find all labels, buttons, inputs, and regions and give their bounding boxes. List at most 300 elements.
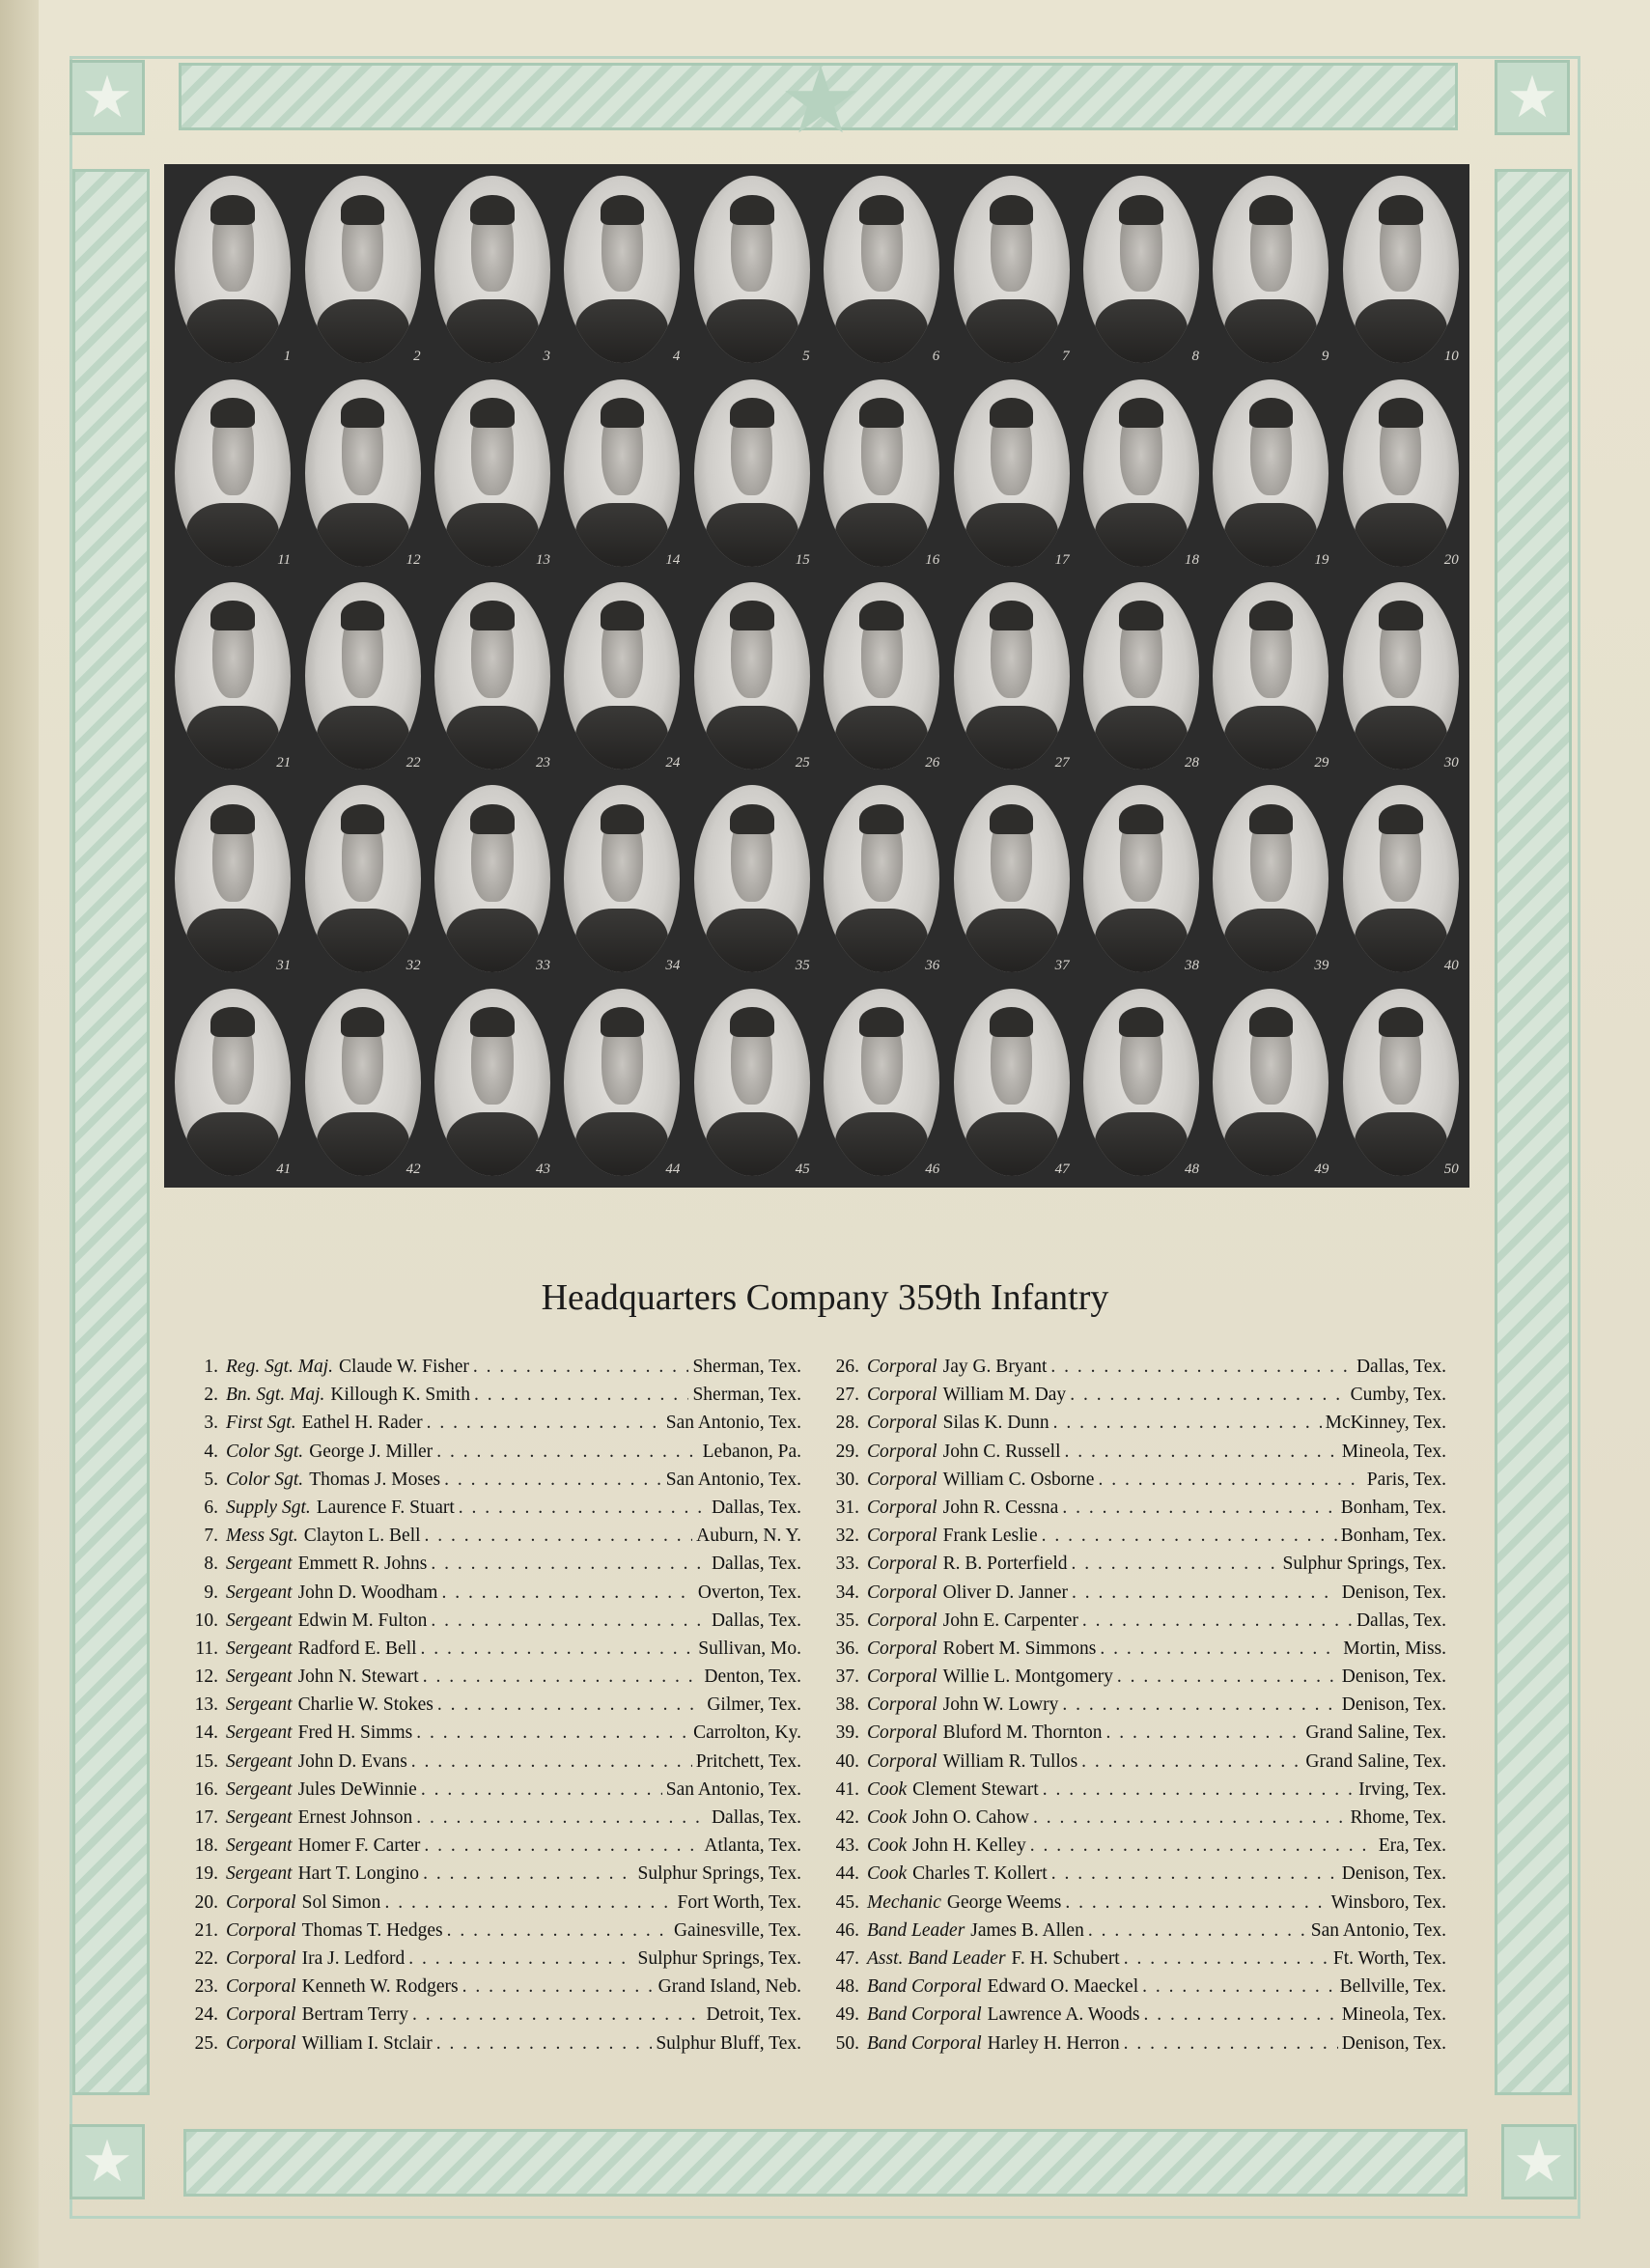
entry-rank: Corporal bbox=[226, 1976, 296, 1998]
portrait-photo bbox=[1078, 576, 1204, 775]
roster-entry bbox=[189, 1948, 801, 1976]
leader-dots bbox=[1065, 1892, 1327, 1914]
entry-place: Dallas, Tex. bbox=[711, 1807, 801, 1828]
leader-dots bbox=[423, 1863, 633, 1885]
entry-number: 26. bbox=[835, 1357, 859, 1377]
portrait-number: 23 bbox=[535, 755, 550, 771]
uniform-shape bbox=[706, 909, 798, 972]
roster-column-left bbox=[189, 1357, 801, 2061]
roster-entry bbox=[830, 1526, 1446, 1554]
hair-shape bbox=[1119, 804, 1163, 834]
hair-shape bbox=[341, 195, 385, 225]
uniform-shape bbox=[965, 299, 1058, 363]
roster-entry bbox=[830, 1807, 1446, 1835]
roster-entry bbox=[830, 1976, 1446, 2004]
entry-place: Sulphur Springs, Tex. bbox=[1282, 1554, 1446, 1575]
entry-rank: Sergeant bbox=[226, 1750, 293, 1772]
uniform-shape bbox=[965, 706, 1058, 770]
portrait-photo bbox=[1338, 576, 1464, 775]
leader-dots bbox=[1033, 1807, 1346, 1829]
uniform-shape bbox=[1095, 909, 1188, 972]
entry-place: Sullivan, Mo. bbox=[698, 1638, 801, 1659]
entry-rank: Corporal bbox=[867, 1694, 937, 1716]
uniform-shape bbox=[575, 706, 668, 770]
entry-name: Robert M. Simmons bbox=[942, 1638, 1097, 1659]
leader-dots bbox=[1053, 1413, 1322, 1434]
portrait-photo bbox=[948, 576, 1074, 775]
entry-name: Clayton L. Bell bbox=[303, 1526, 421, 1547]
portrait-oval bbox=[1343, 989, 1459, 1176]
portrait-number: 34 bbox=[665, 958, 681, 974]
entry-number: 37. bbox=[835, 1666, 859, 1688]
hair-shape bbox=[341, 804, 385, 834]
entry-rank: First Sgt. bbox=[226, 1413, 296, 1434]
roster-entry bbox=[830, 2004, 1446, 2032]
portrait-oval bbox=[824, 582, 939, 770]
uniform-shape bbox=[446, 706, 539, 770]
portrait-oval bbox=[1213, 379, 1328, 567]
uniform-shape bbox=[1224, 1112, 1317, 1176]
entry-name: Charlie W. Stokes bbox=[297, 1694, 433, 1716]
hair-shape bbox=[601, 398, 645, 428]
portrait-photo bbox=[689, 779, 815, 978]
hair-shape bbox=[730, 1007, 774, 1037]
uniform-shape bbox=[186, 1112, 279, 1176]
leader-dots bbox=[1043, 1779, 1355, 1801]
portrait-number: 27 bbox=[1054, 755, 1070, 771]
entry-name: Killough K. Smith bbox=[330, 1385, 471, 1406]
portrait-oval bbox=[175, 176, 291, 363]
roster-entry bbox=[189, 1666, 801, 1694]
roster-entry bbox=[189, 1385, 801, 1413]
entry-place: Paris, Tex. bbox=[1366, 1469, 1446, 1490]
uniform-shape bbox=[706, 1112, 798, 1176]
hair-shape bbox=[1379, 601, 1423, 630]
entry-place: Ft. Worth, Tex. bbox=[1332, 1947, 1446, 1969]
leader-dots bbox=[1117, 1666, 1338, 1688]
entry-number: 24. bbox=[194, 2004, 218, 2026]
portrait-number: 37 bbox=[1054, 958, 1070, 974]
portrait-photo bbox=[689, 983, 815, 1182]
uniform-shape bbox=[575, 1112, 668, 1176]
portrait-number: 8 bbox=[1191, 349, 1199, 365]
leader-dots bbox=[421, 1638, 695, 1660]
hair-shape bbox=[210, 804, 255, 834]
entry-name: John D. Woodham bbox=[297, 1582, 438, 1603]
uniform-shape bbox=[446, 299, 539, 363]
entry-place: San Antonio, Tex. bbox=[665, 1413, 801, 1434]
portrait-oval bbox=[175, 785, 291, 972]
portrait-photo bbox=[559, 779, 685, 978]
portrait-photo bbox=[1208, 576, 1333, 775]
portrait-oval bbox=[694, 176, 810, 363]
entry-number: 20. bbox=[194, 1891, 218, 1913]
entry-name: Harley H. Herron bbox=[987, 2032, 1120, 2054]
entry-rank: Cook bbox=[867, 1778, 908, 1800]
leader-dots bbox=[412, 2004, 703, 2026]
entry-rank: Corporal bbox=[867, 1554, 937, 1575]
portrait-oval bbox=[694, 785, 810, 972]
leader-dots bbox=[1088, 1920, 1307, 1942]
leader-dots bbox=[427, 1413, 662, 1434]
page-title: Headquarters Company 359th Infantry bbox=[541, 1277, 1109, 1318]
entry-place: Denton, Tex. bbox=[704, 1666, 801, 1688]
leader-dots bbox=[436, 2033, 653, 2055]
portrait-photo bbox=[1078, 170, 1204, 369]
portrait-number: 45 bbox=[795, 1161, 810, 1177]
roster-entry bbox=[830, 1442, 1446, 1470]
entry-name: Thomas J. Moses bbox=[309, 1469, 441, 1490]
hair-shape bbox=[210, 195, 255, 225]
uniform-shape bbox=[186, 503, 279, 567]
roster-entry bbox=[189, 1357, 801, 1385]
entry-place: Mineola, Tex. bbox=[1341, 1441, 1446, 1462]
uniform-shape bbox=[575, 909, 668, 972]
uniform-shape bbox=[1355, 1112, 1447, 1176]
portrait-photo bbox=[1338, 983, 1464, 1182]
roster-entry bbox=[830, 2033, 1446, 2061]
entry-number: 11. bbox=[195, 1638, 218, 1659]
entry-rank: Sergeant bbox=[226, 1554, 293, 1575]
entry-name: Frank Leslie bbox=[942, 1526, 1038, 1547]
portrait-oval bbox=[1213, 582, 1328, 770]
entry-number: 7. bbox=[204, 1526, 218, 1547]
portrait-photo bbox=[299, 373, 425, 572]
entry-name: John H. Kelley bbox=[912, 1835, 1026, 1857]
portrait-oval bbox=[305, 379, 421, 567]
entry-rank: Sergeant bbox=[226, 1835, 293, 1857]
uniform-shape bbox=[317, 299, 409, 363]
entry-place: San Antonio, Tex. bbox=[1310, 1919, 1446, 1941]
portrait-photo bbox=[299, 983, 425, 1182]
portrait-number: 11 bbox=[277, 551, 292, 568]
portrait-oval bbox=[954, 989, 1070, 1176]
entry-name: Hart T. Longino bbox=[297, 1863, 420, 1885]
hair-shape bbox=[990, 398, 1034, 428]
uniform-shape bbox=[186, 706, 279, 770]
entry-number: 34. bbox=[835, 1582, 859, 1603]
portrait-number: 32 bbox=[406, 958, 421, 974]
portrait-oval bbox=[824, 176, 939, 363]
leader-dots bbox=[1072, 1582, 1338, 1604]
roster-entry bbox=[830, 1948, 1446, 1976]
roster-entry bbox=[189, 1892, 801, 1920]
entry-place: Bonham, Tex. bbox=[1340, 1526, 1446, 1547]
entry-place: Irving, Tex. bbox=[1358, 1778, 1446, 1800]
roster-entry bbox=[830, 1610, 1446, 1638]
entry-place: Bonham, Tex. bbox=[1340, 1497, 1446, 1518]
leader-dots bbox=[1030, 1835, 1375, 1857]
hair-shape bbox=[859, 804, 904, 834]
entry-number: 13. bbox=[194, 1694, 218, 1716]
entry-name: Oliver D. Janner bbox=[942, 1582, 1069, 1603]
uniform-shape bbox=[1224, 706, 1317, 770]
roster-entry bbox=[830, 1751, 1446, 1779]
entry-rank: Corporal bbox=[867, 1385, 937, 1406]
portrait-number: 29 bbox=[1314, 755, 1329, 771]
hair-shape bbox=[859, 398, 904, 428]
hair-shape bbox=[210, 1007, 255, 1037]
uniform-shape bbox=[965, 503, 1058, 567]
portrait-photo bbox=[1208, 373, 1333, 572]
entry-number: 25. bbox=[194, 2032, 218, 2054]
roster-entry bbox=[830, 1694, 1446, 1722]
roster-entry bbox=[830, 1498, 1446, 1526]
uniform-shape bbox=[317, 706, 409, 770]
entry-name: George Weems bbox=[946, 1891, 1062, 1913]
bottom-ornament-band bbox=[183, 2129, 1468, 2197]
roster-entry bbox=[189, 2004, 801, 2032]
portrait-oval bbox=[564, 785, 680, 972]
entry-place: Dallas, Tex. bbox=[711, 1610, 801, 1631]
entry-number: 41. bbox=[835, 1778, 859, 1800]
entry-rank: Cook bbox=[867, 1807, 908, 1828]
portrait-oval bbox=[434, 582, 550, 770]
entry-name: Kenneth W. Rodgers bbox=[301, 1976, 459, 1998]
entry-rank: Sergeant bbox=[226, 1666, 293, 1688]
entry-number: 28. bbox=[835, 1413, 859, 1434]
hair-shape bbox=[990, 601, 1034, 630]
portrait-number: 44 bbox=[665, 1161, 681, 1177]
entry-name: Ira J. Ledford bbox=[301, 1947, 406, 1969]
hair-shape bbox=[341, 601, 385, 630]
uniform-shape bbox=[965, 1112, 1058, 1176]
roster-entry bbox=[189, 1722, 801, 1750]
uniform-shape bbox=[186, 299, 279, 363]
portrait-photo bbox=[819, 779, 944, 978]
entry-number: 8. bbox=[204, 1554, 218, 1575]
roster-entry bbox=[189, 1526, 801, 1554]
entry-place: Atlanta, Tex. bbox=[704, 1835, 801, 1857]
roster-entry bbox=[830, 1582, 1446, 1610]
entry-rank: Corporal bbox=[867, 1582, 937, 1603]
entry-place: Bellville, Tex. bbox=[1339, 1976, 1446, 1998]
hair-shape bbox=[601, 804, 645, 834]
portrait-oval bbox=[434, 989, 550, 1176]
hair-shape bbox=[1249, 195, 1294, 225]
entry-number: 5. bbox=[204, 1469, 218, 1490]
portrait-number: 4 bbox=[672, 349, 681, 365]
portrait-oval bbox=[954, 176, 1070, 363]
entry-name: Emmett R. Johns bbox=[297, 1554, 428, 1575]
portrait-photo bbox=[948, 170, 1074, 369]
entry-name: Radford E. Bell bbox=[297, 1638, 417, 1659]
uniform-shape bbox=[1224, 909, 1317, 972]
right-ornament-band bbox=[1495, 169, 1572, 2095]
leader-dots bbox=[436, 1442, 698, 1463]
center-star-icon: ★ bbox=[778, 49, 863, 153]
portrait-oval bbox=[824, 785, 939, 972]
portrait-photo bbox=[170, 576, 295, 775]
entry-rank: Corporal bbox=[867, 1610, 937, 1631]
leader-dots bbox=[437, 1694, 703, 1716]
portrait-photo bbox=[689, 373, 815, 572]
uniform-shape bbox=[317, 909, 409, 972]
portrait-number: 46 bbox=[925, 1161, 940, 1177]
portrait-number: 35 bbox=[795, 958, 810, 974]
portrait-number: 40 bbox=[1443, 958, 1459, 974]
entry-rank: Band Leader bbox=[867, 1919, 965, 1941]
roster-entry bbox=[830, 1357, 1446, 1385]
hair-shape bbox=[1249, 601, 1294, 630]
entry-name: Fred H. Simms bbox=[297, 1722, 413, 1744]
leader-dots bbox=[1062, 1498, 1336, 1519]
portrait-number: 1 bbox=[283, 349, 292, 365]
portrait-oval bbox=[824, 379, 939, 567]
entry-rank: Band Corporal bbox=[867, 2032, 982, 2054]
portrait-photo bbox=[1078, 983, 1204, 1182]
hair-shape bbox=[990, 195, 1034, 225]
entry-number: 32. bbox=[835, 1526, 859, 1547]
portrait-number: 10 bbox=[1443, 349, 1459, 365]
hair-shape bbox=[1119, 398, 1163, 428]
portrait-number: 24 bbox=[665, 755, 681, 771]
portrait-photo bbox=[1208, 983, 1333, 1182]
portrait-oval bbox=[305, 785, 421, 972]
roster-entry bbox=[189, 1779, 801, 1807]
portrait-photo bbox=[430, 779, 555, 978]
hair-shape bbox=[341, 1007, 385, 1037]
portrait-photo bbox=[170, 170, 295, 369]
portrait-oval bbox=[434, 176, 550, 363]
hair-shape bbox=[601, 195, 645, 225]
entry-place: Grand Island, Neb. bbox=[657, 1976, 801, 1998]
hair-shape bbox=[859, 1007, 904, 1037]
hair-shape bbox=[470, 804, 515, 834]
entry-place: McKinney, Tex. bbox=[1325, 1413, 1446, 1434]
portrait-number: 33 bbox=[535, 958, 550, 974]
roster-entry bbox=[189, 1920, 801, 1948]
portrait-number: 3 bbox=[543, 349, 550, 365]
portrait-oval bbox=[1083, 379, 1199, 567]
entry-name: William C. Osborne bbox=[942, 1469, 1095, 1490]
hair-shape bbox=[1249, 398, 1294, 428]
entry-place: Grand Saline, Tex. bbox=[1305, 1750, 1446, 1772]
entry-place: Dallas, Tex. bbox=[711, 1497, 801, 1518]
entry-place: San Antonio, Tex. bbox=[665, 1778, 801, 1800]
left-ornament-band bbox=[72, 169, 150, 2095]
portrait-number: 38 bbox=[1184, 958, 1199, 974]
entry-name: Bluford M. Thornton bbox=[942, 1722, 1103, 1744]
portrait-oval bbox=[1343, 379, 1459, 567]
entry-rank: Band Corporal bbox=[867, 2004, 982, 2026]
entry-place: Sulphur Bluff, Tex. bbox=[656, 2032, 801, 2054]
entry-rank: Corporal bbox=[867, 1357, 937, 1377]
uniform-shape bbox=[317, 503, 409, 567]
entry-name: Charles T. Kollert bbox=[912, 1863, 1048, 1885]
entry-number: 47. bbox=[835, 1947, 859, 1969]
leader-dots bbox=[424, 1835, 700, 1857]
entry-rank: Mess Sgt. bbox=[226, 1526, 298, 1547]
hair-shape bbox=[730, 601, 774, 630]
portrait-photo bbox=[299, 779, 425, 978]
entry-number: 17. bbox=[194, 1807, 218, 1828]
entry-name: John O. Cahow bbox=[912, 1807, 1029, 1828]
entry-rank: Corporal bbox=[226, 2004, 296, 2026]
portrait-oval bbox=[1083, 176, 1199, 363]
entry-rank: Sergeant bbox=[226, 1610, 293, 1631]
star-icon: ★ bbox=[1501, 2124, 1577, 2199]
portrait-number: 48 bbox=[1184, 1161, 1199, 1177]
uniform-shape bbox=[1095, 503, 1188, 567]
portrait-number: 49 bbox=[1314, 1161, 1329, 1177]
leader-dots bbox=[1124, 2033, 1338, 2055]
portrait-photo bbox=[430, 576, 555, 775]
portrait-photo bbox=[819, 373, 944, 572]
leader-dots bbox=[411, 1751, 692, 1773]
portrait-oval bbox=[564, 379, 680, 567]
uniform-shape bbox=[1224, 503, 1317, 567]
hair-shape bbox=[1119, 601, 1163, 630]
entry-name: Edward O. Maeckel bbox=[987, 1976, 1139, 1998]
star-icon: ★ bbox=[1495, 60, 1570, 135]
portrait-number: 41 bbox=[276, 1161, 292, 1177]
hair-shape bbox=[990, 1007, 1034, 1037]
portrait-oval bbox=[1213, 176, 1328, 363]
entry-place: Detroit, Tex. bbox=[706, 2004, 801, 2026]
hair-shape bbox=[470, 195, 515, 225]
entry-place: Sherman, Tex. bbox=[692, 1385, 801, 1406]
entry-number: 12. bbox=[194, 1666, 218, 1688]
entry-number: 22. bbox=[194, 1947, 218, 1969]
entry-name: Eathel H. Rader bbox=[301, 1413, 423, 1434]
portrait-oval bbox=[694, 989, 810, 1176]
portrait-number: 17 bbox=[1054, 551, 1070, 568]
entry-place: San Antonio, Tex. bbox=[665, 1469, 801, 1490]
portrait-photo bbox=[689, 170, 815, 369]
hair-shape bbox=[470, 601, 515, 630]
hair-shape bbox=[470, 1007, 515, 1037]
entry-name: Claude W. Fisher bbox=[339, 1357, 469, 1377]
roster-entry bbox=[830, 1722, 1446, 1750]
portrait-number: 21 bbox=[276, 755, 292, 771]
portrait-oval bbox=[564, 582, 680, 770]
entry-number: 29. bbox=[835, 1441, 859, 1462]
entry-rank: Corporal bbox=[226, 2032, 296, 2054]
portrait-oval bbox=[1343, 176, 1459, 363]
roster-entry bbox=[189, 1835, 801, 1863]
entry-number: 43. bbox=[835, 1835, 859, 1857]
portrait-oval bbox=[694, 582, 810, 770]
portrait-photo bbox=[819, 983, 944, 1182]
entry-number: 4. bbox=[204, 1441, 218, 1462]
roster-entry bbox=[189, 1554, 801, 1582]
portrait-photo bbox=[689, 576, 815, 775]
roster-entry bbox=[830, 1638, 1446, 1666]
entry-rank: Band Corporal bbox=[867, 1976, 982, 1998]
portrait-photo bbox=[1338, 373, 1464, 572]
uniform-shape bbox=[575, 299, 668, 363]
entry-place: Cumby, Tex. bbox=[1350, 1385, 1446, 1406]
entry-name: William M. Day bbox=[942, 1385, 1067, 1406]
portrait-grid bbox=[164, 164, 1469, 1188]
roster-entry bbox=[189, 2033, 801, 2061]
portrait-photo bbox=[170, 779, 295, 978]
binding-edge bbox=[0, 0, 39, 2268]
leader-dots bbox=[1065, 1442, 1338, 1463]
entry-rank: Cook bbox=[867, 1835, 908, 1857]
entry-place: Denison, Tex. bbox=[1341, 1582, 1446, 1603]
entry-place: Rhome, Tex. bbox=[1350, 1807, 1446, 1828]
uniform-shape bbox=[446, 909, 539, 972]
entry-number: 31. bbox=[835, 1497, 859, 1518]
entry-name: John W. Lowry bbox=[942, 1694, 1059, 1716]
leader-dots bbox=[1050, 1357, 1353, 1378]
entry-rank: Reg. Sgt. Maj. bbox=[226, 1357, 334, 1377]
entry-name: John R. Cessna bbox=[942, 1497, 1059, 1518]
entry-rank: Sergeant bbox=[226, 1778, 293, 1800]
entry-rank: Corporal bbox=[867, 1469, 937, 1490]
